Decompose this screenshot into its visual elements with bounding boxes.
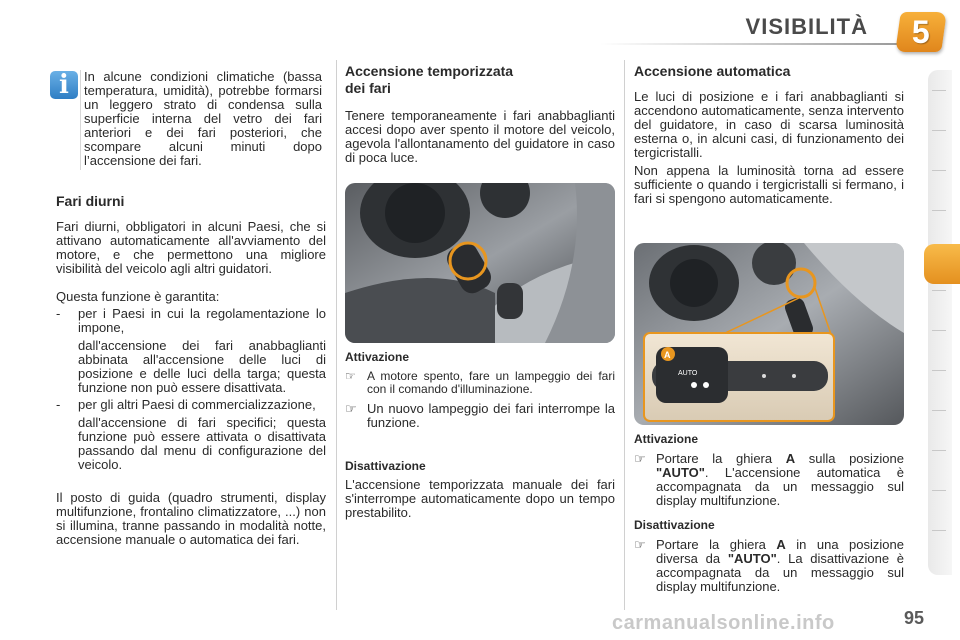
automatica-intro-2: Non appena la luminosità torna ad essere sufficiente o quando i tergicristalli si fermano, i fari si spengono automaticamente. bbox=[634, 163, 904, 206]
auto-lighting-photo bbox=[634, 243, 904, 425]
fari-diurni-list bbox=[56, 307, 326, 472]
fari-diurni-footer: Il posto di guida (quadro strumenti, display multifunzione, frontalino climatizzatore, ...) non si illumina, tranne passando in modalità notte, accensione manuale o automatica dei fari. bbox=[56, 490, 326, 547]
chapter-tabs bbox=[928, 70, 952, 575]
column-divider bbox=[624, 60, 625, 610]
list-item: ☞ A motore spento, fare un lampeggio dei fari con il comando d'illuminazione. bbox=[345, 369, 615, 396]
deactivation-title: Disattivazione bbox=[634, 518, 715, 532]
stalk-label-auto: AUTO bbox=[678, 370, 698, 377]
active-chapter-tab[interactable] bbox=[924, 244, 960, 284]
section-title: Accensione temporizzata dei fari bbox=[345, 63, 514, 96]
page-number: 95 bbox=[904, 608, 925, 628]
list-item: - per i Paesi in cui la regolamentazione lo impone, dall'accensione dei fari anabbaglianti abbinata all'accensione delle luci di posizione e delle luci della targa; questa funzione non può essere disattivata. bbox=[56, 306, 326, 395]
bullet-icon: ☞ bbox=[345, 369, 356, 383]
chapter-number-badge bbox=[895, 12, 947, 52]
section-title: Fari diurni bbox=[56, 193, 125, 209]
bullet-icon: ☞ bbox=[634, 537, 646, 552]
activation-title: Attivazione bbox=[345, 350, 410, 364]
temporizzata-deactivation bbox=[345, 459, 615, 520]
header-rule bbox=[600, 43, 900, 45]
bullet-icon: ☞ bbox=[345, 401, 357, 416]
light-stalk-photo bbox=[345, 183, 615, 343]
fari-diurni-guarantee: Questa funzione è garantita: bbox=[56, 289, 220, 304]
temporizzata-activation bbox=[345, 350, 615, 430]
watermark: carmanualsonline.info bbox=[612, 612, 835, 634]
column-divider bbox=[336, 60, 337, 610]
list-item: ☞ Portare la ghiera A in una posizione diversa da "AUTO". La disattivazione è accompagnata da un messaggio sul display multifunzione. bbox=[634, 537, 905, 594]
list-item: ☞ Portare la ghiera A sulla posizione "AUTO". L'accensione automatica è accompagnata da un messaggio sul display multifunzione. bbox=[634, 451, 904, 508]
chapter-number: 5 bbox=[912, 13, 930, 50]
chapter-title: VISIBILITÀ bbox=[745, 14, 868, 39]
bullet-icon: ☞ bbox=[634, 451, 646, 466]
info-text: In alcune condizioni climatiche (bassa temperatura, umidità), potrebbe formarsi un leggero strato di condensa sulla superficie interna del vetro dei fari anteriori e dei fari posteriori, che scompare alcuni minuti dopo l’accensione dei fari. bbox=[84, 69, 322, 168]
temporizzata-intro: Tenere temporaneamente i fari anabbaglianti accesi dopo aver spento il motore del veicolo, agevola l'allontanamento del guidatore in caso di poca luce. bbox=[345, 108, 615, 165]
fari-diurni-intro: Fari diurni, obbligatori in alcuni Paesi, che si attivano automaticamente all'avviamento del motore, e che permettono una migliore visibilità del veicolo agli altri guidatori. bbox=[56, 219, 326, 276]
fari-diurni-section bbox=[56, 193, 326, 547]
list-item: - per gli altri Paesi di commercializzazione, dall'accensione di fari specifici; questa funzione può essere attivata o disattivata passando dal menu di configurazione del veicolo. bbox=[56, 397, 326, 472]
automatica-activation bbox=[634, 432, 904, 508]
accensione-automatica-section bbox=[634, 63, 904, 206]
stalk-label-a: A bbox=[664, 350, 671, 360]
section-title: Accensione automatica bbox=[634, 63, 791, 79]
automatica-deactivation bbox=[634, 518, 904, 594]
info-icon: i bbox=[50, 71, 78, 99]
info-box bbox=[80, 70, 327, 170]
activation-title: Attivazione bbox=[634, 432, 699, 446]
accensione-temporizzata-section bbox=[345, 63, 615, 165]
deactivation-title: Disattivazione bbox=[345, 459, 426, 473]
automatica-intro-1: Le luci di posizione e i fari anabbaglianti si accendono automaticamente, senza intervento del guidatore, in caso di scarsa luminosità esterna o, in alcuni casi, di funzionamento dei tergicristalli. bbox=[634, 89, 904, 160]
deactivation-text: L'accensione temporizzata manuale dei fari s'interrompe automaticamente dopo un tempo prestabilito. bbox=[345, 477, 615, 520]
list-item: ☞ Un nuovo lampeggio dei fari interrompe la funzione. bbox=[345, 401, 615, 430]
